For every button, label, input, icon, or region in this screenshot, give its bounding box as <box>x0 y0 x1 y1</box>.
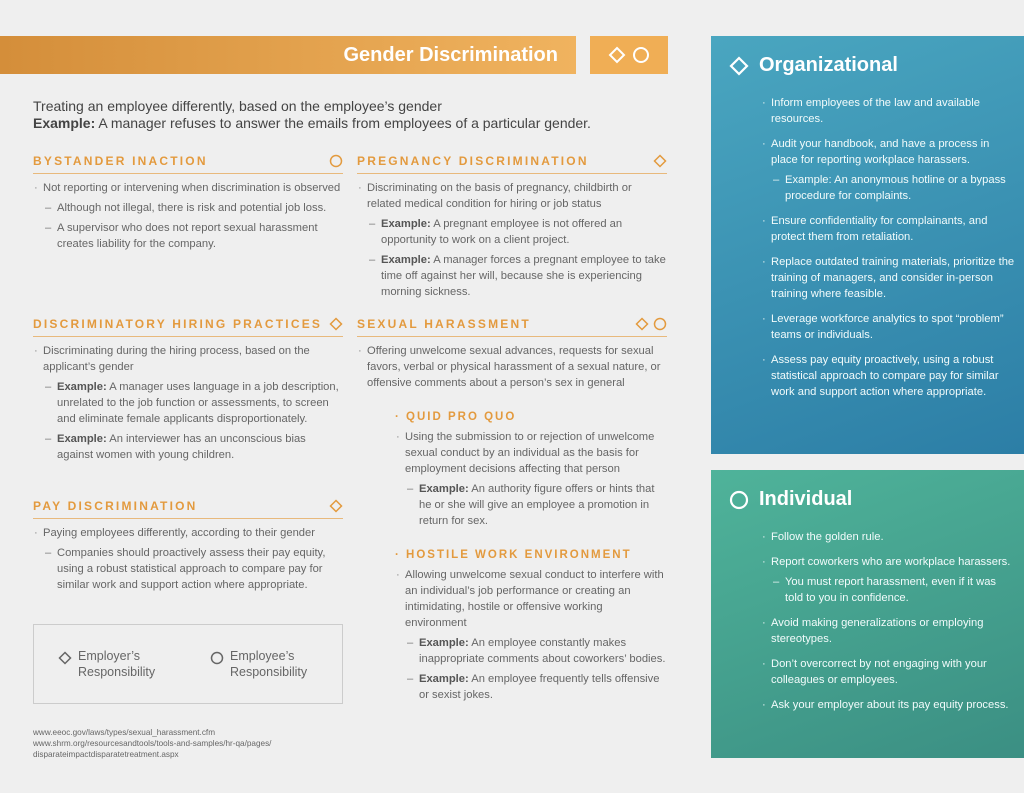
panel-organizational <box>711 36 1024 454</box>
diamond-icon <box>329 499 343 513</box>
list-item: · Leverage workforce analytics to spot “problem” teams or individuals. <box>761 311 1016 343</box>
diamond-icon <box>653 154 667 168</box>
diamond-icon <box>608 46 626 64</box>
section-pay <box>33 499 343 593</box>
list-item: – Although not illegal, there is risk and potential job loss. <box>45 200 343 216</box>
section-heading: SEXUAL HARASSMENT <box>357 317 667 337</box>
page-title: Gender Discrimination <box>343 43 558 66</box>
reference-link[interactable]: www.shrm.org/resourcesandtools/tools-and-samples/hr-qa/pages/ <box>33 739 272 748</box>
section-heading: DISCRIMINATORY HIRING PRACTICES <box>33 317 343 337</box>
list-item: · Ensure confidentiality for complainants, and protect them from retaliation. <box>761 213 1016 245</box>
panel-individual <box>711 470 1024 758</box>
diamond-icon <box>329 317 343 331</box>
list-item: – Example: An employee frequently tells offensive or sexist jokes. <box>407 671 667 703</box>
bullet-list <box>761 520 1016 713</box>
list-item: · Assess pay equity proactively, using a robust statistical approach to compare pay for similar work and support action where appropriate. <box>761 352 1016 400</box>
intro-example <box>33 115 683 132</box>
legend-employer <box>58 648 168 680</box>
circle-icon <box>653 317 667 331</box>
list-item: · Ask your employer about its pay equity process. <box>761 697 1016 713</box>
bullet-list <box>33 180 343 252</box>
panel-heading: Organizational <box>729 54 898 77</box>
list-item: · Not reporting or intervening when discrimination is observed – Although not illegal, there is risk and potential job loss. – A supervisor who does not report sexual harassment creates liability for the company. <box>33 180 343 252</box>
list-item: · Don’t overcorrect by not engaging with your colleagues or employees. <box>761 656 1016 688</box>
list-item: – Example: An interviewer has an unconscious bias against women with young children. <box>45 431 343 463</box>
diamond-icon <box>58 651 72 665</box>
section-heading: PAY DISCRIMINATION <box>33 499 343 519</box>
list-item: – You must report harassment, even if it was told to you in confidence. <box>773 574 1016 606</box>
list-item: – Companies should proactively assess their pay equity, using a robust statistical approach to compare pay for similar work and support action where appropriate. <box>45 545 343 593</box>
intro <box>33 98 683 132</box>
list-item: · Allowing unwelcome sexual conduct to interfere with an individual’s job performance or creating an intimidating, hostile or offensive working environment – Example: An employee constantly makes inappropriate comments about coworkers’ bodies. – Example: An employee frequently tells offensive or sexist jokes. <box>395 567 667 703</box>
list-item: · Inform employees of the law and available resources. <box>761 95 1016 127</box>
subsection-heading: · HOSTILE WORK ENVIRONMENT <box>395 549 632 561</box>
list-item: · Replace outdated training materials, prioritize the training of managers, and consider in-person training where feasible. <box>761 254 1016 302</box>
legend-label: Employee’s Responsibility <box>230 649 308 679</box>
bullet-list <box>357 343 667 391</box>
list-item: · Discriminating during the hiring process, based on the applicant’s gender – Example: A manager uses language in a job description, unrelated to the job function or assessments, to screen and eliminate female applicants disproportionately. – Example: An interviewer has an unconscious bias against women with young children. <box>33 343 343 463</box>
list-item: – Example: An anonymous hotline or a bypass procedure for complaints. <box>773 172 1016 204</box>
subsection-hostile-work-environment <box>395 549 667 703</box>
circle-icon <box>632 46 650 64</box>
list-item: · Avoid making generalizations or employing stereotypes. <box>761 615 1016 647</box>
circle-icon <box>729 490 749 510</box>
bullet-list <box>357 180 667 300</box>
list-item: – Example: An authority figure offers or hints that he or she will give an employee a promotion in return for sex. <box>407 481 667 529</box>
section-pregnancy <box>357 154 667 300</box>
section-harassment <box>357 317 667 703</box>
diamond-icon <box>729 56 749 76</box>
list-item: · Audit your handbook, and have a process in place for reporting workplace harassers. – Example: An anonymous hotline or a bypass procedure for complaints. <box>761 136 1016 204</box>
intro-example-text: A manager refuses to answer the emails from employees of a particular gender. <box>95 115 591 131</box>
section-heading: PREGNANCY DISCRIMINATION <box>357 154 667 174</box>
reference-link[interactable]: disparateimpactdisparatetreatment.aspx <box>33 750 179 759</box>
panel-heading: Individual <box>729 488 852 511</box>
reference-link[interactable]: www.eeoc.gov/laws/types/sexual_harassment.cfm <box>33 728 216 737</box>
intro-example-label: Example: <box>33 115 96 131</box>
legend <box>33 624 343 704</box>
diamond-icon <box>635 317 649 331</box>
circle-icon <box>329 154 343 168</box>
bullet-list <box>33 343 343 463</box>
circle-icon <box>210 651 224 665</box>
list-item: · Discriminating on the basis of pregnancy, childbirth or related medical condition for hiring or job status – Example: A pregnant employee is not offered an opportunity to work on a client project. – Example: A manager forces a pregnant employee to take time off against her will, because she is experiencing morning sickness. <box>357 180 667 300</box>
list-item: · Offering unwelcome sexual advances, requests for sexual favors, verbal or physical harassment of a sexual nature, or offensive comments about a person’s sex in general <box>357 343 667 391</box>
list-item: – Example: A pregnant employee is not offered an opportunity to work on a client project. <box>369 216 667 248</box>
bullet-list <box>761 86 1016 400</box>
list-item: – Example: A manager forces a pregnant employee to take time off against her will, because she is experiencing morning sickness. <box>369 252 667 300</box>
section-hiring <box>33 317 343 463</box>
bullet-list <box>33 525 343 593</box>
list-item: · Report coworkers who are workplace harassers. – You must report harassment, even if it was told to you in confidence. <box>761 554 1016 606</box>
references <box>33 727 353 760</box>
legend-label: Employer’s Responsibility <box>78 649 156 679</box>
subsection-heading: · QUID PRO QUO <box>395 411 517 423</box>
list-item: – A supervisor who does not report sexual harassment creates liability for the company. <box>45 220 343 252</box>
section-bystander <box>33 154 343 252</box>
bullet-list <box>395 567 667 703</box>
intro-definition: Treating an employee differently, based on the employee’s gender <box>33 98 442 114</box>
subsection-quid-pro-quo <box>395 411 667 529</box>
legend-employee <box>210 648 320 680</box>
list-item: – Example: An employee constantly makes inappropriate comments about coworkers’ bodies. <box>407 635 667 667</box>
page-title-bar <box>0 36 576 74</box>
list-item: · Using the submission to or rejection of unwelcome sexual conduct by an individual as the basis for employment decisions affecting that person – Example: An authority figure offers or hints that he or she will give an employee a promotion in return for sex. <box>395 429 667 529</box>
section-heading: BYSTANDER INACTION <box>33 154 343 174</box>
bullet-list <box>395 429 667 529</box>
list-item: · Follow the golden rule. <box>761 529 1016 545</box>
list-item: · Paying employees differently, according to their gender – Companies should proactively assess their pay equity, using a robust statistical approach to compare pay for similar work and support action where appropriate. <box>33 525 343 593</box>
title-icons <box>590 36 668 74</box>
list-item: – Example: A manager uses language in a job description, unrelated to the job function or assessments, to screen and eliminate female applicants disproportionately. <box>45 379 343 427</box>
